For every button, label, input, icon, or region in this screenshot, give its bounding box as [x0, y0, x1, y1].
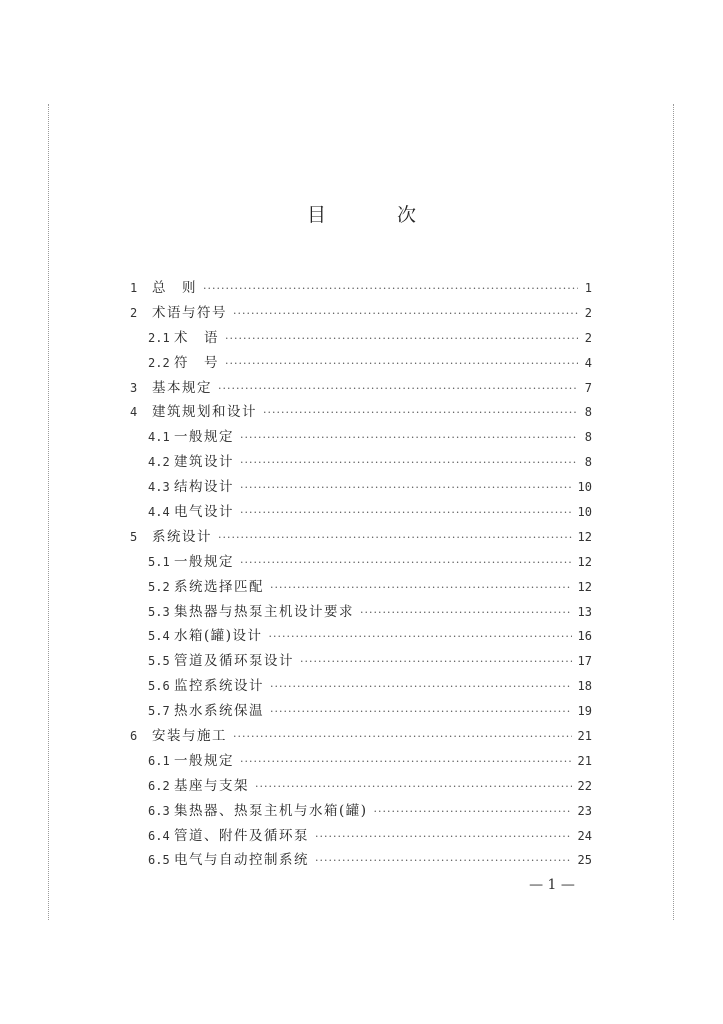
page-title: 目 次	[306, 204, 442, 226]
toc-entry-page: 16	[577, 629, 592, 644]
toc-entry-number: 1	[130, 281, 138, 295]
toc-entry-number: 2.2	[148, 355, 170, 370]
toc-entry[interactable]	[130, 450, 592, 475]
toc-entry-title: 水箱(罐)设计	[174, 628, 263, 645]
toc-entry-number: 6	[130, 729, 138, 744]
toc-entry-number: 6.5	[148, 853, 170, 868]
toc-entry[interactable]	[130, 351, 592, 376]
toc-entry-page: 8	[584, 405, 592, 420]
toc-entry[interactable]	[130, 500, 592, 525]
toc-dot-leader	[255, 780, 572, 793]
toc-entry-number: 5.2	[148, 579, 170, 594]
toc-entry-number: 5.4	[148, 629, 170, 644]
toc-entry-page: 4	[584, 355, 592, 370]
toc-dot-leader	[315, 854, 572, 867]
toc-entry-page: 24	[577, 828, 592, 843]
toc-dot-leader	[315, 830, 572, 843]
toc-entry-title: 术 语	[174, 329, 219, 346]
toc-entry[interactable]	[130, 674, 592, 699]
toc-entry-page: 10	[577, 480, 592, 495]
toc-entry[interactable]	[130, 699, 592, 724]
toc-entry-title: 电气设计	[174, 504, 234, 521]
toc-entry[interactable]	[130, 425, 592, 450]
toc-dot-leader	[225, 357, 578, 370]
toc-entry-page: 17	[577, 654, 592, 669]
toc-entry[interactable]	[130, 824, 592, 849]
toc-entry-page: 23	[577, 803, 592, 818]
toc-entry-title: 一般规定	[174, 553, 234, 570]
toc-entry[interactable]	[130, 649, 592, 674]
toc-entry-page: 1	[584, 281, 592, 295]
toc-dot-leader	[218, 531, 572, 544]
toc-entry-title: 建筑规划和设计	[152, 404, 257, 421]
toc-dot-leader	[360, 606, 572, 619]
toc-dot-leader	[270, 581, 572, 594]
toc-entry-page: 21	[577, 729, 592, 744]
toc-entry-title: 系统设计	[152, 528, 212, 545]
toc-entry[interactable]	[130, 749, 592, 774]
toc-entry-page: 19	[577, 704, 592, 719]
toc-dot-leader	[203, 282, 578, 295]
toc-dot-leader	[240, 506, 572, 519]
toc-entry-title: 符 号	[174, 354, 219, 371]
toc-entry-title: 一般规定	[174, 429, 234, 446]
toc-entry-page: 12	[577, 579, 592, 594]
toc-dot-leader	[218, 382, 578, 395]
toc-entry-title: 系统选择匹配	[174, 578, 264, 595]
toc-dot-leader	[270, 705, 572, 718]
toc-entry-title: 建筑设计	[174, 454, 234, 471]
toc-entry-number: 5.5	[148, 654, 170, 669]
toc-dot-leader	[374, 805, 572, 818]
toc-entry-page: 12	[577, 554, 592, 569]
toc-dot-leader	[225, 332, 578, 345]
toc-entry-title: 结构设计	[174, 479, 234, 496]
toc-entry-title: 基本规定	[152, 379, 212, 396]
toc-entry-title: 基座与支架	[174, 777, 249, 794]
toc-entry-title: 一般规定	[174, 752, 234, 769]
toc-entry-page: 21	[577, 753, 592, 768]
toc-entry-number: 4	[130, 405, 138, 420]
toc-entry-number: 4.2	[148, 455, 170, 470]
toc-entry[interactable]	[130, 475, 592, 500]
toc-dot-leader	[300, 655, 572, 668]
toc-dot-leader	[233, 307, 578, 320]
toc-entry-page: 25	[577, 853, 592, 868]
toc-entry[interactable]	[130, 774, 592, 799]
toc-entry-number: 6.2	[148, 778, 170, 793]
toc-entry[interactable]	[130, 575, 592, 600]
toc-entry-number: 2	[130, 305, 138, 320]
toc-entry-title: 安装与施工	[152, 728, 227, 745]
toc-entry-title: 电气与自动控制系统	[174, 852, 309, 869]
toc-entry-page: 8	[584, 455, 592, 470]
toc-entry-number: 5	[130, 529, 138, 544]
toc-entry-title: 管道、附件及循环泵	[174, 827, 309, 844]
toc-entry-page: 13	[577, 604, 592, 619]
toc-entry-title: 集热器、热泵主机与水箱(罐)	[174, 802, 368, 819]
toc-entry-title: 监控系统设计	[174, 678, 264, 695]
toc-entry-number: 5.1	[148, 554, 170, 569]
toc-entry[interactable]	[130, 276, 592, 301]
toc-entry-page: 2	[584, 305, 592, 320]
toc-entry-number: 6.4	[148, 828, 170, 843]
toc-entry-title: 术语与符号	[152, 304, 227, 321]
toc-entry[interactable]	[130, 550, 592, 575]
toc-dot-leader	[240, 431, 578, 444]
toc-dot-leader	[269, 630, 572, 643]
toc-entry-page: 12	[577, 529, 592, 544]
toc-entry[interactable]	[130, 525, 592, 550]
toc-entry-page: 22	[577, 778, 592, 793]
toc-entry-page: 10	[577, 505, 592, 520]
toc-entry-number: 3	[130, 380, 138, 395]
toc-entry[interactable]	[130, 624, 592, 649]
toc-entry-number: 6.3	[148, 803, 170, 818]
toc-entry-number: 2.1	[148, 330, 170, 345]
toc-entry[interactable]	[130, 799, 592, 824]
toc-entry-number: 5.6	[148, 679, 170, 694]
toc-entry[interactable]	[130, 724, 592, 749]
toc-dot-leader	[240, 456, 578, 469]
toc-entry-number: 4.1	[148, 430, 170, 445]
toc-entry[interactable]	[130, 376, 592, 401]
toc-entry-title: 管道及循环泵设计	[174, 653, 294, 670]
toc-entry[interactable]	[130, 326, 592, 351]
toc-entry-number: 5.3	[148, 604, 170, 619]
page-number: — 1 —	[529, 877, 575, 893]
table-of-contents	[130, 276, 592, 873]
toc-entry-page: 18	[577, 679, 592, 694]
toc-entry[interactable]	[130, 848, 592, 873]
toc-dot-leader	[270, 680, 572, 693]
toc-entry-number: 4.4	[148, 505, 170, 520]
toc-entry-page: 7	[584, 380, 592, 395]
toc-entry-page: 2	[584, 330, 592, 345]
toc-entry-title: 总 则	[152, 280, 197, 296]
toc-entry-title: 热水系统保温	[174, 703, 264, 720]
toc-dot-leader	[240, 481, 572, 494]
toc-entry-number: 6.1	[148, 753, 170, 768]
toc-entry[interactable]	[130, 301, 592, 326]
toc-dot-leader	[240, 556, 572, 569]
toc-entry-title: 集热器与热泵主机设计要求	[174, 603, 354, 620]
toc-entry-page: 8	[584, 430, 592, 445]
toc-dot-leader	[263, 406, 578, 419]
toc-entry[interactable]	[130, 400, 592, 425]
toc-entry[interactable]	[130, 600, 592, 625]
toc-dot-leader	[233, 730, 572, 743]
toc-entry-number: 5.7	[148, 704, 170, 719]
toc-dot-leader	[240, 755, 572, 768]
toc-entry-number: 4.3	[148, 480, 170, 495]
